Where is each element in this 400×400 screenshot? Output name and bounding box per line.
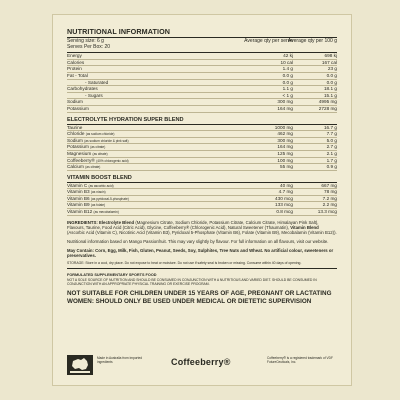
nutrient-source: (as mecobalamin) [93, 210, 119, 215]
nutrient-name [67, 144, 105, 151]
nutrient-label: Coffeeberry® [67, 157, 95, 163]
nutrient-name [67, 86, 98, 92]
qty-per-100g: 167 cal [321, 59, 337, 65]
qty-per-serve: 133 mcg [275, 202, 293, 208]
qty-per-100g: 698 kj [324, 53, 337, 59]
nutrient-label: Vitamin B3 [67, 189, 90, 195]
qty-per-100g: 0.0 g [326, 72, 337, 78]
vitamin-row [67, 183, 337, 190]
nutrition-row [67, 86, 337, 93]
qty-per-serve: 0.0 g [282, 79, 293, 85]
nutrient-name [67, 125, 82, 131]
electrolyte-row [67, 158, 337, 165]
nutrient-label: Protein [67, 66, 82, 72]
qty-per-100g: 7.2 mg [322, 195, 337, 201]
qty-per-100g: 23 g [327, 66, 337, 72]
nutrient-name [67, 106, 89, 112]
nutrient-label: Sodium [67, 137, 83, 143]
qty-per-serve: 1.1 g [282, 86, 293, 92]
col-header-serve: Average qty per serve [244, 38, 293, 44]
warning-statement: NOT SUITABLE FOR CHILDREN UNDER 15 YEARS OF AGE, PREGNANT OR LACTATING WOMEN: SHOULD ONLY BE USED UNDER MEDICAL OR DIETETIC SUPERVISION [67, 290, 332, 305]
made-in-australia: Made in Australia from imported ingredients [97, 356, 142, 364]
nutrient-source: (40% chlorogenic acid) [96, 158, 129, 163]
electrolyte-row [67, 138, 337, 145]
qty-per-100g: 2.1 g [326, 150, 337, 156]
nutrient-name [67, 189, 106, 196]
nutrient-name [85, 93, 103, 99]
qty-per-serve: 164 mg [277, 144, 293, 150]
qty-per-serve: 42 kj [283, 53, 293, 59]
qty-per-serve: 300 mg [277, 137, 293, 143]
nutrient-name [67, 66, 82, 72]
coffeeberry-logo: Coffeeberry® [171, 357, 231, 367]
fsp-title: FORMULATED SUPPLEMENTARY SPORTS FOOD [67, 273, 157, 278]
ingredients-text1: (Magnesium Citrate, Sodium Chloride, Potassium Citrate, Calcium Citrate, Himalayan Pink Salt), Flavours, Taurine, Food Acid (Citric Acid), Glycine, Coffeeberry® (Chlorogenic Acid), Natural Sweetener (Thaumatin), [67, 219, 319, 230]
electrolyte-row [67, 125, 337, 132]
qty-per-serve: 40 mg [279, 182, 293, 188]
storage-text: STORAGE: Store in a cool, dry place. Do not expose to heat or moisture. Do not use if safety seal is broken or missing. Consume within 40 days of opening. [67, 261, 302, 266]
nutrition-row [67, 106, 337, 113]
electrolyte-row [67, 164, 337, 171]
nutrition-row [67, 93, 337, 100]
nutrient-name [67, 60, 84, 66]
qty-per-100g: 1.7 g [326, 157, 337, 163]
nutrient-source: (as folate) [90, 203, 106, 208]
allergen-statement: May Contain: Corn, Egg, Milk, Fish, Gluten, Peanut, Seeds, Soy, Sulphites, Tree Nuts and Wheat. No artificial colour, sweeteners or preservatives. [67, 248, 334, 259]
vitamin-row [67, 189, 337, 196]
nutrient-source: (as ascorbic acid) [88, 183, 114, 188]
nutrient-label: Vitamin C [67, 182, 88, 188]
electrolyte-row [67, 151, 337, 158]
nutrient-name [67, 138, 129, 145]
qty-per-100g: 2.2 mg [322, 202, 337, 208]
ingredients-text2: (Ascorbic Acid (Vitamin C), Nicotinic Acid (Vitamin B3), Pyridoxal 5-Phosphate (Vitamin B6), Folate (Vitamin B9), Mecobalamin (Vitamin B12)). [67, 229, 337, 235]
qty-per-100g: 7.7 g [326, 131, 337, 137]
vitamin-table [67, 183, 337, 216]
nutrient-name [67, 202, 105, 209]
nutrient-label: Calories [67, 59, 85, 65]
qty-per-serve: 300 mg [277, 99, 293, 105]
qty-per-serve: 0.8 mcg [276, 209, 293, 215]
qty-per-100g: 18.1 g [323, 86, 337, 92]
nutrient-name [85, 80, 108, 86]
qty-per-100g: 5.0 g [326, 137, 337, 143]
mango-note: Nutritional information based on Mango Passionfruit. This may vary slightly by flavour. For full information on all flavours, visit our website. [67, 238, 329, 244]
electrolyte-row [67, 131, 337, 138]
qty-per-100g: 2.7 g [326, 144, 337, 150]
serving-size: Serving size: 6 g [67, 38, 104, 44]
qty-per-100g: 13.3 mcg [317, 209, 337, 215]
nutrition-table [67, 53, 337, 112]
trademark-note: Coffeeberry® is a registered trademark of VDF FutureCeuticals, Inc. [267, 356, 333, 364]
qty-per-serve: 1000 mg [274, 124, 293, 130]
qty-per-100g: 2728 mg [318, 105, 337, 111]
electrolyte-title: ELECTROLYTE HYDRATION SUPER BLEND [67, 117, 337, 125]
nutrient-source: (as sodium chloride) [85, 132, 115, 137]
vitamin-row [67, 209, 337, 216]
qty-per-serve: 164 mg [277, 105, 293, 111]
servings-per-box: Serves Per Box: 20 [67, 43, 111, 50]
nutrition-row [67, 99, 337, 106]
qty-per-serve: 1.4 g [282, 66, 293, 72]
nutrition-row [67, 66, 337, 73]
nutrition-row [67, 73, 337, 80]
nutrient-label: Fat - Total [67, 72, 88, 78]
nutrient-label: Vitamin B9 [67, 202, 90, 208]
qty-per-serve: 55 mg [279, 164, 293, 170]
nutrient-name [67, 151, 108, 158]
qty-per-serve: < 1 g [282, 92, 293, 98]
nutrition-title: NUTRITIONAL INFORMATION [67, 27, 337, 38]
col-header-100g: Average qty per 100 g [287, 38, 337, 44]
qty-per-serve: 4.7 mg [278, 189, 293, 195]
qty-per-serve: 10 cal [280, 59, 293, 65]
nutrient-label: Calcium [67, 164, 84, 170]
qty-per-serve: 0.0 g [282, 72, 293, 78]
nutrient-source: (as niacin) [90, 190, 106, 195]
nutrient-source: (as citrate) [85, 165, 101, 170]
qty-per-100g: 4995 mg [318, 99, 337, 105]
nutrient-name [67, 131, 114, 138]
nutrient-name [67, 209, 119, 216]
qty-per-serve: 462 mg [277, 131, 293, 137]
fsp-text: NOT A SOLE SOURCE OF NUTRITION AND SHOULD BE CONSUMED IN CONJUNCTION WITH A NUTRITIOUS AND VARIED DIET. SHOULD BE CONSUMED IN CONJUNCTION WITH AN APPROPRIATE PHYSICAL TRAINING OR EXERCISE PROGRAM. [67, 278, 317, 287]
label-footer [67, 353, 337, 377]
nutrient-source: (as sodium chloride & pink salt) [84, 138, 129, 143]
qty-per-100g: 16.7 g [323, 124, 337, 130]
nutrient-label: Vitamin B12 [67, 209, 93, 215]
ingredients-blend1: Electrolyte Blend [99, 219, 135, 225]
nutrient-name [67, 158, 129, 165]
nutrient-label: Potassium [67, 144, 89, 150]
qty-per-100g: 78 mg [323, 189, 337, 195]
qty-per-100g: 667 mg [321, 182, 337, 188]
electrolyte-table [67, 125, 337, 171]
nutrient-name [67, 196, 129, 203]
nutrient-label: Magnesium [67, 150, 92, 156]
qty-per-100g: 15.1 g [323, 92, 337, 98]
vitamin-title: VITAMIN BOOST BLEND [67, 175, 337, 183]
nutrient-name [67, 53, 82, 59]
vitamin-row [67, 196, 337, 203]
ingredients-lead: INGREDIENTS: [67, 219, 98, 225]
nutrient-name [67, 99, 83, 105]
nutrient-label: Potassium [67, 105, 89, 111]
qty-per-100g: 0.9 g [326, 164, 337, 170]
nutrition-row [67, 60, 337, 67]
nutrient-label: Carbohydrates [67, 86, 98, 92]
nutrient-label: Vitamin B6 [67, 195, 90, 201]
qty-per-100g: 0.0 g [326, 79, 337, 85]
nutrient-source: (as pyridoxal-5-phosphate) [90, 196, 129, 201]
nutrient-name [67, 73, 88, 79]
qty-per-serve: 125 mg [277, 150, 293, 156]
nutrition-row [67, 80, 337, 87]
nutrient-label: Chloride [67, 131, 85, 137]
nutrient-label: - Saturated [85, 79, 109, 85]
nutrition-meta [67, 39, 337, 51]
australia-map-icon [67, 355, 93, 375]
nutrient-source: (as citrate) [92, 151, 108, 156]
qty-per-serve: 100 mg [277, 157, 293, 163]
label-content [67, 27, 337, 305]
nutrient-source: (as citrate) [90, 145, 106, 150]
electrolyte-row [67, 144, 337, 151]
nutrient-label: Sodium [67, 99, 83, 105]
vitamin-row [67, 202, 337, 209]
qty-per-serve: 430 mcg [275, 195, 293, 201]
ingredients-text [67, 220, 337, 235]
nutrition-row [67, 53, 337, 60]
nutrient-label: Energy [67, 53, 82, 59]
supplement-label-panel [52, 14, 352, 386]
nutrient-label: - Sugars [85, 92, 103, 98]
nutrient-name [67, 164, 100, 171]
nutrient-label: Taurine [67, 124, 83, 130]
nutrient-name [67, 183, 114, 190]
ingredients-blend2: Vitamin Blend [290, 224, 319, 230]
divider [67, 268, 337, 269]
